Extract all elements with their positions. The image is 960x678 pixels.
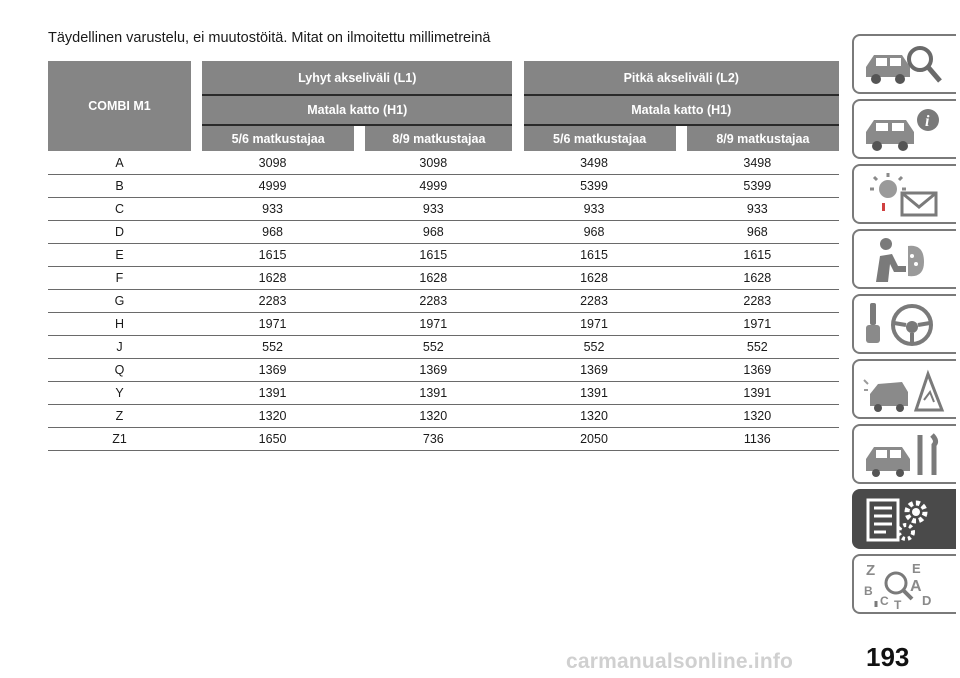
dimension-value: 1320: [512, 405, 675, 428]
car-crash-warning-icon: [862, 366, 946, 414]
dimension-value: 552: [191, 336, 354, 359]
dimension-value: 968: [676, 221, 839, 244]
table-body: [48, 151, 839, 451]
tab-service[interactable]: [852, 424, 956, 484]
index-letter: C: [880, 594, 889, 608]
index-letter: B: [864, 584, 873, 598]
dimension-value: 1615: [676, 244, 839, 267]
dimension-label: H: [48, 313, 191, 336]
dimension-value: 736: [354, 428, 512, 451]
dimension-label: J: [48, 336, 191, 359]
dimension-value: 5399: [676, 175, 839, 198]
dimension-value: 1971: [354, 313, 512, 336]
tab-specifications[interactable]: [852, 489, 956, 549]
dimension-value: 552: [354, 336, 512, 359]
dimension-value: 1628: [676, 267, 839, 290]
tab-key-steering[interactable]: [852, 294, 956, 354]
dimension-value: 968: [354, 221, 512, 244]
dimension-value: 1628: [512, 267, 675, 290]
table-row: [48, 267, 839, 290]
page-number: 193: [866, 642, 910, 672]
intro-text: Täydellinen varustelu, ei muutostöitä. Mitat on ilmoitettu millimetreinä: [48, 30, 491, 46]
tab-airbag[interactable]: [852, 229, 956, 289]
wheelbase-header-l1: Lyhyt akseliväli (L1): [202, 61, 512, 95]
dimension-value: 933: [191, 198, 354, 221]
roof-header-l1: Matala katto (H1): [202, 95, 512, 125]
dimension-value: 1369: [676, 359, 839, 382]
table-row: [48, 382, 839, 405]
table-row: [48, 151, 839, 175]
dimension-value: 4999: [191, 175, 354, 198]
dimension-label: E: [48, 244, 191, 267]
dimension-value: 1369: [354, 359, 512, 382]
dimension-value: 1615: [191, 244, 354, 267]
roof-header-l2: Matala katto (H1): [524, 95, 839, 125]
car-search-icon: [862, 41, 946, 89]
dimension-value: 552: [676, 336, 839, 359]
dimension-value: 552: [512, 336, 675, 359]
dimension-value: 3498: [512, 151, 675, 175]
table-row: [48, 313, 839, 336]
dimension-value: 5399: [512, 175, 675, 198]
specifications-gears-icon: [862, 496, 946, 544]
dimension-value: 1391: [354, 382, 512, 405]
dimension-value: 2283: [512, 290, 675, 313]
dimension-value: 968: [191, 221, 354, 244]
dimension-value: 1369: [191, 359, 354, 382]
wheelbase-header-l2: Pitkä akseliväli (L2): [524, 61, 839, 95]
table-row: [48, 175, 839, 198]
header-gap: [191, 95, 202, 125]
table-row: [48, 244, 839, 267]
table-row: [48, 336, 839, 359]
header-gap: [354, 125, 365, 151]
tab-car-info[interactable]: [852, 99, 956, 159]
dimension-value: 1971: [191, 313, 354, 336]
index-letter: D: [922, 593, 932, 608]
tab-car-search[interactable]: [852, 34, 956, 94]
header-gap: [191, 61, 202, 95]
index-letter: E: [912, 561, 921, 576]
warning-light-message-icon: [862, 171, 946, 219]
dimension-value: 1391: [191, 382, 354, 405]
header-gap: [512, 125, 523, 151]
dimension-value: 933: [676, 198, 839, 221]
dimension-label: B: [48, 175, 191, 198]
dimension-value: 1136: [676, 428, 839, 451]
dimension-value: 1971: [512, 313, 675, 336]
dimension-value: 1971: [676, 313, 839, 336]
dimension-label: F: [48, 267, 191, 290]
dimensions-table: [48, 61, 839, 451]
dimension-value: 3098: [354, 151, 512, 175]
dimension-label: Y: [48, 382, 191, 405]
car-info-icon: [862, 106, 946, 154]
dimension-value: 1628: [354, 267, 512, 290]
dimension-value: 1391: [676, 382, 839, 405]
dimension-value: 2050: [512, 428, 675, 451]
dimension-label: Z: [48, 405, 191, 428]
header-gap: [512, 61, 523, 95]
seats-header: 5/6 matkustajaa: [202, 125, 354, 151]
header-gap: [676, 125, 687, 151]
dimension-label: C: [48, 198, 191, 221]
dimension-value: 3498: [676, 151, 839, 175]
car-service-tools-icon: [862, 431, 946, 479]
table-row: [48, 428, 839, 451]
seats-header: 8/9 matkustajaa: [687, 125, 839, 151]
dimension-value: 1615: [354, 244, 512, 267]
dimension-value: 1628: [191, 267, 354, 290]
dimension-value: 1369: [512, 359, 675, 382]
dimension-label: Q: [48, 359, 191, 382]
svg-text:i: i: [925, 113, 930, 130]
key-steering-wheel-icon: [862, 301, 946, 349]
index-letter: T: [894, 598, 902, 609]
table-row: [48, 359, 839, 382]
table-row: [48, 405, 839, 428]
dimension-value: 4999: [354, 175, 512, 198]
dimension-value: 2283: [676, 290, 839, 313]
seats-header: 5/6 matkustajaa: [524, 125, 676, 151]
dimension-label: D: [48, 221, 191, 244]
dimension-value: 933: [354, 198, 512, 221]
alphabetical-index-icon: [862, 561, 946, 609]
tab-warning-lights[interactable]: [852, 164, 956, 224]
dimension-value: 2283: [191, 290, 354, 313]
header-gap: [191, 125, 202, 151]
watermark: carmanualsonline.info: [566, 650, 794, 673]
seats-header: 8/9 matkustajaa: [365, 125, 512, 151]
tab-emergency[interactable]: [852, 359, 956, 419]
index-letter: A: [910, 578, 922, 595]
index-letter: Z: [866, 562, 876, 579]
dimension-value: 2283: [354, 290, 512, 313]
dimension-value: 968: [512, 221, 675, 244]
dimension-label: A: [48, 151, 191, 175]
dimension-value: 1391: [512, 382, 675, 405]
dimension-value: 1320: [191, 405, 354, 428]
tab-index[interactable]: [852, 554, 956, 614]
dimension-value: 3098: [191, 151, 354, 175]
model-header: COMBI M1: [48, 61, 191, 151]
dimension-value: 1320: [354, 405, 512, 428]
dimension-value: 1615: [512, 244, 675, 267]
header-gap: [512, 95, 523, 125]
table-row: [48, 290, 839, 313]
dimension-value: 1320: [676, 405, 839, 428]
dimension-label: Z1: [48, 428, 191, 451]
table-row: [48, 198, 839, 221]
dimension-value: 933: [512, 198, 675, 221]
dimension-label: G: [48, 290, 191, 313]
table-row: [48, 221, 839, 244]
dimension-value: 1650: [191, 428, 354, 451]
passenger-airbag-icon: [862, 236, 946, 284]
